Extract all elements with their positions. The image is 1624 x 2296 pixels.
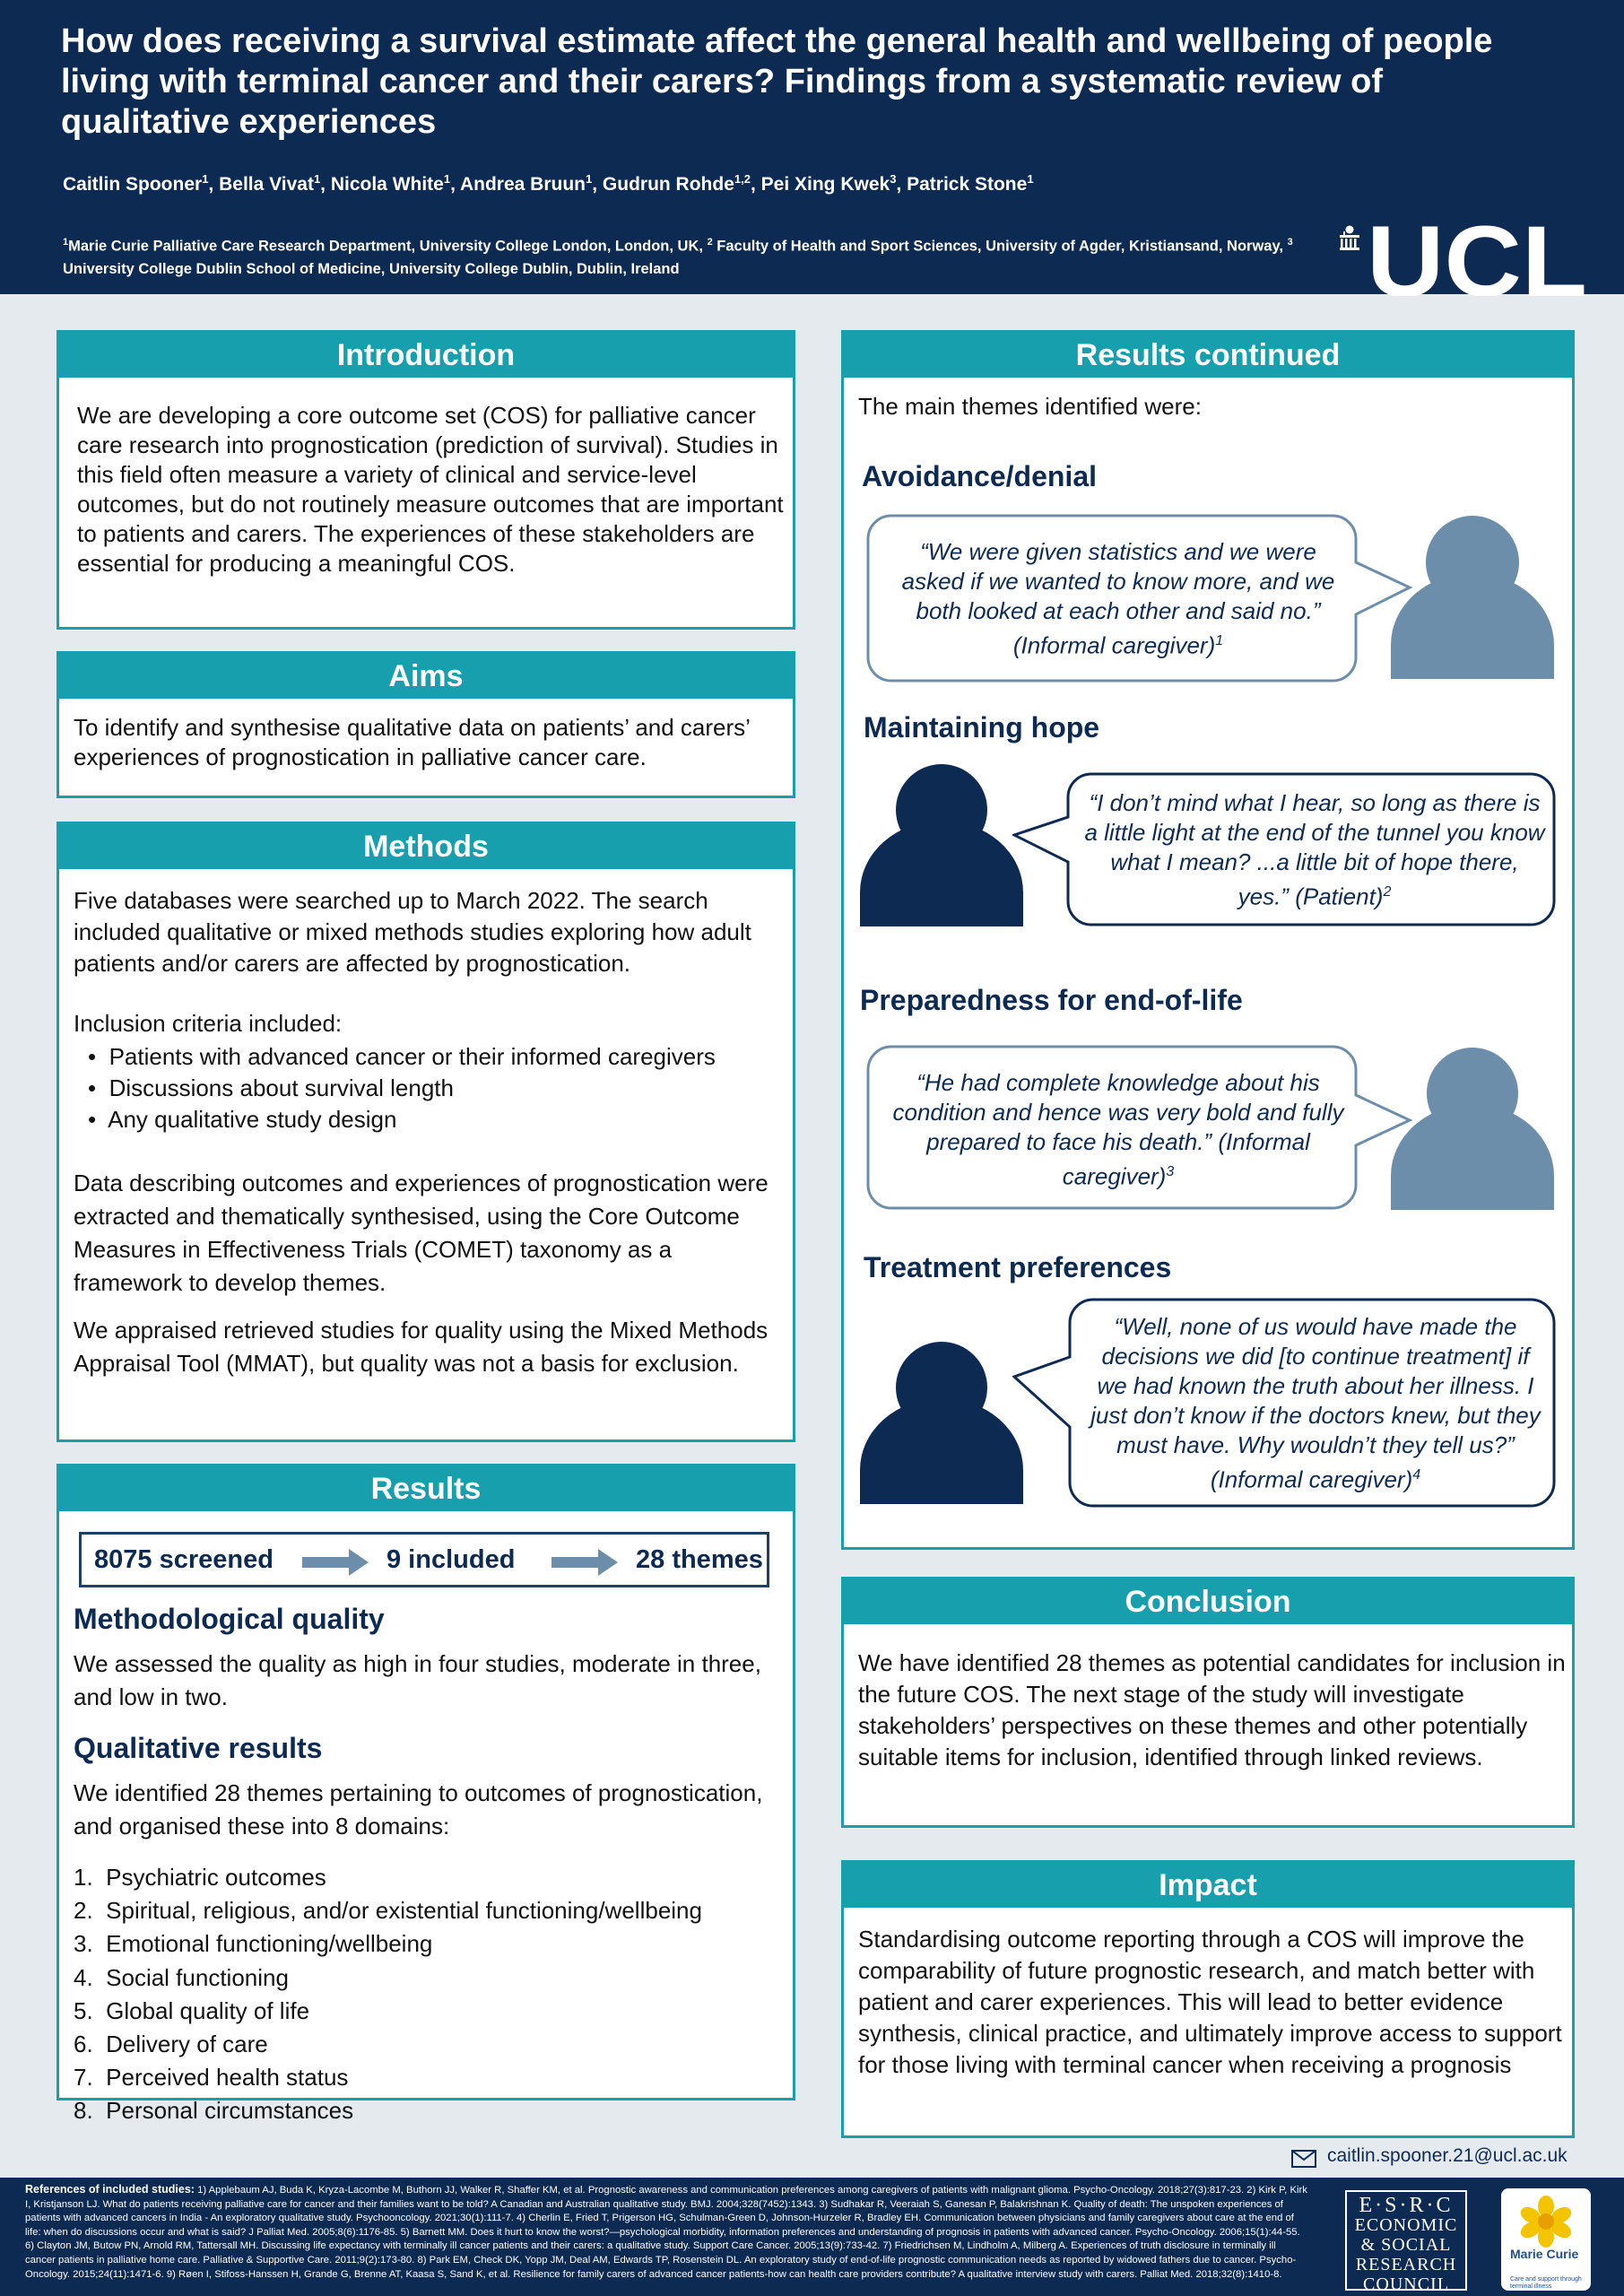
quote-bubble [866, 514, 1413, 683]
ucl-logo [1340, 222, 1587, 296]
author: Andrea Bruun [459, 174, 586, 195]
list-item: • Discussions about survival length [88, 1074, 454, 1101]
theme-title: Treatment preferences [864, 1251, 1172, 1283]
list-item: 1. Psychiatric outcomes [74, 1864, 326, 1891]
flow-screened: 8075 screened [94, 1545, 274, 1574]
author: Pei Xing Kwek [760, 174, 890, 195]
results-heading: Results [59, 1466, 793, 1511]
study-flow [79, 1532, 769, 1587]
domains-list [74, 1861, 782, 2128]
methods-appraisal-text: We appraised retrieved studies for quality using the Mixed Methods Appraisal Tool (MMAT), but quality was not a basis for exclusion. [74, 1317, 769, 1377]
arrow-right-icon [302, 1549, 369, 1576]
email-text[interactable]: caitlin.spooner.21@ucl.ac.uk [1327, 2145, 1568, 2166]
impact-panel [841, 1860, 1575, 2138]
author: Patrick Stone [907, 174, 1028, 195]
ucl-logo-text: UCL [1367, 222, 1587, 296]
daffodil-icon [1519, 2196, 1573, 2248]
methods-panel [56, 822, 795, 1442]
flow-themes: 28 themes [636, 1545, 763, 1574]
quote-text: “He had complete knowledge about his condition and hence was very bold and fully prepared to face his death.” (Informal caregiver)$^3$ [892, 1069, 1344, 1190]
conclusion-panel [841, 1577, 1575, 1828]
carer-person-icon [860, 1341, 1023, 1504]
conclusion-text: We have identified 28 themes as potential candidates for inclusion in the future COS. The next stage of the study will investigate stakeholders’ perspectives on these themes and other potentially suitable items for inclusion, identified through linked reviews. [858, 1649, 1566, 1770]
conclusion-heading: Conclusion [844, 1579, 1572, 1624]
qualitative-results-text: We identified 28 themes pertaining to outcomes of prognostication, and organised these into 8 domains: [74, 1779, 763, 1839]
aims-heading: Aims [59, 654, 793, 699]
impact-text: Standardising outcome reporting through a COS will improve the comparability of future prognostic research, and match better with patient and carer experiences. This will lead to better evidence synthesis, clinical practice, and ultimately improve access to support for those living with terminal cancer when receiving a prognosis [858, 1926, 1562, 2078]
list-item: 5. Global quality of life [74, 1996, 310, 2024]
quote-bubble [1012, 772, 1556, 926]
author: Gudrun Rohde [602, 174, 734, 195]
quote-text: “We were given statistics and we were asked if we wanted to know more, and we both looked at each other and said no.” (Informal caregiver)$^1$ [901, 538, 1335, 659]
methodological-quality-heading: Methodological quality [74, 1603, 385, 1635]
introduction-heading: Introduction [59, 333, 793, 378]
carer-person-icon [1391, 1047, 1554, 1210]
methods-synthesis-text: Data describing outcomes and experiences of prognostication were extracted and thematically synthesised, using the Core Outcome Measures in Effectiveness Trials (COMET) taxonomy as a framework to develop themes. [74, 1170, 769, 1296]
list-item: 3. Emotional functioning/wellbeing [74, 1930, 433, 1958]
theme-title: Avoidance/denial [862, 460, 1097, 492]
results-continued-panel [841, 330, 1575, 1550]
poster-title: How does receiving a survival estimate affect the general health and wellbeing of people living with terminal cancer and their carers? Findings from a systematic review of qualitative experiences [61, 22, 1493, 141]
quote-bubble [1012, 1298, 1556, 1508]
affiliations: $^1$Marie Curie Palliative Care Research Department, University College London, London, UK, $^2$ Faculty of Health and Sport Sciences, University of Agder, Kristiansand, Norway, $^3$ University College Dublin School of Medicine, University College Dublin, Dublin, Ireland [63, 237, 1293, 277]
esrc-logo: E·S·R·C ECONOMIC & SOCIAL RESEARCH COUNCIL [1345, 2190, 1467, 2291]
list-item: 7. Perceived health status [74, 2064, 349, 2092]
methods-heading: Methods [59, 824, 793, 869]
list-item: 8. Personal circumstances [74, 2097, 354, 2125]
list-item: • Patients with advanced cancer or their informed caregivers [88, 1043, 716, 1070]
author-list: Caitlin Spooner$^1$, Bella Vivat$^1$, Nicola White$^1$, Andrea Bruun$^1$, Gudrun Rohde$^{1,2}$, Pei Xing Kwek$^3$, Patrick Stone$^1$ [63, 172, 1034, 195]
qualitative-results-heading: Qualitative results [74, 1732, 323, 1764]
aims-panel [56, 651, 795, 798]
carer-person-icon [1391, 514, 1554, 679]
author: Nicola White [330, 174, 444, 195]
inclusion-label: Inclusion criteria included: [74, 1010, 343, 1037]
author: Bella Vivat [219, 174, 314, 195]
theme-title: Preparedness for end-of-life [860, 984, 1243, 1016]
themes-intro: The main themes identified were: [858, 393, 1202, 420]
author: Caitlin Spooner [63, 174, 203, 195]
quote-bubble [866, 1045, 1413, 1210]
envelope-icon [1291, 2150, 1316, 2168]
references: References of included studies: 1) Applebaum AJ, Buda K, Kryza-Lacombe M, Buthorn JJ, Walker R, Shaffer KM, et al. Prognostic awareness and communication preferences among caregivers of patients with malignant glioma. Psycho-Oncology. 2018;27(3):817-23. 2) Kirk P, Kirk I, Kristjanson LJ. What do patients receiving palliative care for cancer and their families want to be told? A Canadian and Australian qualitative study. BMJ. 2004;328(7452):1343. 3) Sudhakar R, Veeraiah S, Ganesan P, Balakrishnan K. Quality of death: The unspoken experiences of patients with advanced cancers in India - An exploratory qualitative study. Psychooncology. 2021;30(1):111-7. 4) Cherlin E, Fried T, Prigerson HG, Schulman-Green D, Johnson-Hurzeler R, Bradley EH. Communication between physicians and family caregivers about care at the end of life: when do discussions occur and what is said? J Palliat Med. 2005;8(6):1176-85. 5) Barnett MM. Does it hurt to know the worst?—psychological morbidity, information preferences and understanding of prognosis in patients with advanced cancer. Psycho-Oncology. 2006;15(1):44-55. 6) Clayton JM, Butow PN, Arnold RM, Tattersall MH. Discussing life expectancy with terminally ill cancer patients and their carers: a qualitative study. Support Care Cancer. 2005;13(9):733-42. 7) Friedrichsen M, Lindholm A, Milberg A. Experiences of truth disclosure in terminally ill cancer patients in palliative home care. Palliative & Supportive Care. 2011;9(2):173-80. 8) Park EM, Check DK, Yopp JM, Deal AM, Edwards TP, Rosenstein DL. An exploratory study of end-of-life prognostic communication needs as reported by widowed fathers due to cancer. Psycho-Oncology. 2015;24(11):1471-6. 9) Røen I, Stifoss-Hanssen H, Grande G, Brenne AT, Kaasa S, Sand K, et al. Resilience for family carers of advanced cancer patients-how can health care providers contribute? A qualitative interview study with carers. Palliat Med. 2018;32(8):1410-8. [25, 2183, 1307, 2280]
introduction-panel [56, 330, 795, 630]
methodological-quality-text: We assessed the quality as high in four studies, moderate in three, and low in two. [74, 1650, 761, 1710]
introduction-text: We are developing a core outcome set (COS) for palliative cancer care research into prognostication (prediction of survival). Studies in this field often measure a variety of clinical and service-level outcomes, but do not routinely measure outcomes that are important to patients and carers. The experiences of these stakeholders are essential for producing a meaningful COS. [77, 402, 784, 577]
aims-text: To identify and synthesise qualitative data on patients’ and carers’ experiences of prognostication in palliative cancer care. [74, 714, 750, 770]
methods-search-text: Five databases were searched up to March 2022. The search included qualitative or mixed methods studies exploring how adult patients and/or carers are affected by prognostication. [74, 887, 751, 977]
inclusion-criteria-list [88, 1041, 787, 1135]
list-item: • Any qualitative study design [88, 1106, 397, 1133]
theme-title: Maintaining hope [864, 711, 1100, 744]
poster-footer [0, 2178, 1624, 2296]
quote-text: “Well, none of us would have made the decisions we did [to continue treatment] if we had known the truth about her illness. I just don’t know if the doctors knew, but they must have. Why wouldn’t they tell us?” (Informal caregiver)$^4$ [1090, 1313, 1541, 1493]
patient-person-icon [860, 763, 1023, 926]
results-panel [56, 1464, 795, 2125]
arrow-right-icon [551, 1549, 618, 1576]
flow-included: 9 included [386, 1545, 516, 1574]
list-item: 2. Spiritual, religious, and/or existential functioning/wellbeing [74, 1897, 702, 1925]
quote-text: “I don’t mind what I hear, so long as there is a little light at the end of the tunnel you know what I mean? ...a little bit of hope there, yes.” (Patient)$^2$ [1084, 789, 1545, 910]
marie-curie-logo: Marie Curie Care and support through terminal illness [1501, 2188, 1591, 2291]
poster-header [0, 0, 1624, 294]
results-continued-heading: Results continued [844, 333, 1572, 378]
list-item: 6. Delivery of care [74, 2031, 268, 2058]
impact-heading: Impact [844, 1863, 1572, 1908]
list-item: 4. Social functioning [74, 1963, 289, 1991]
